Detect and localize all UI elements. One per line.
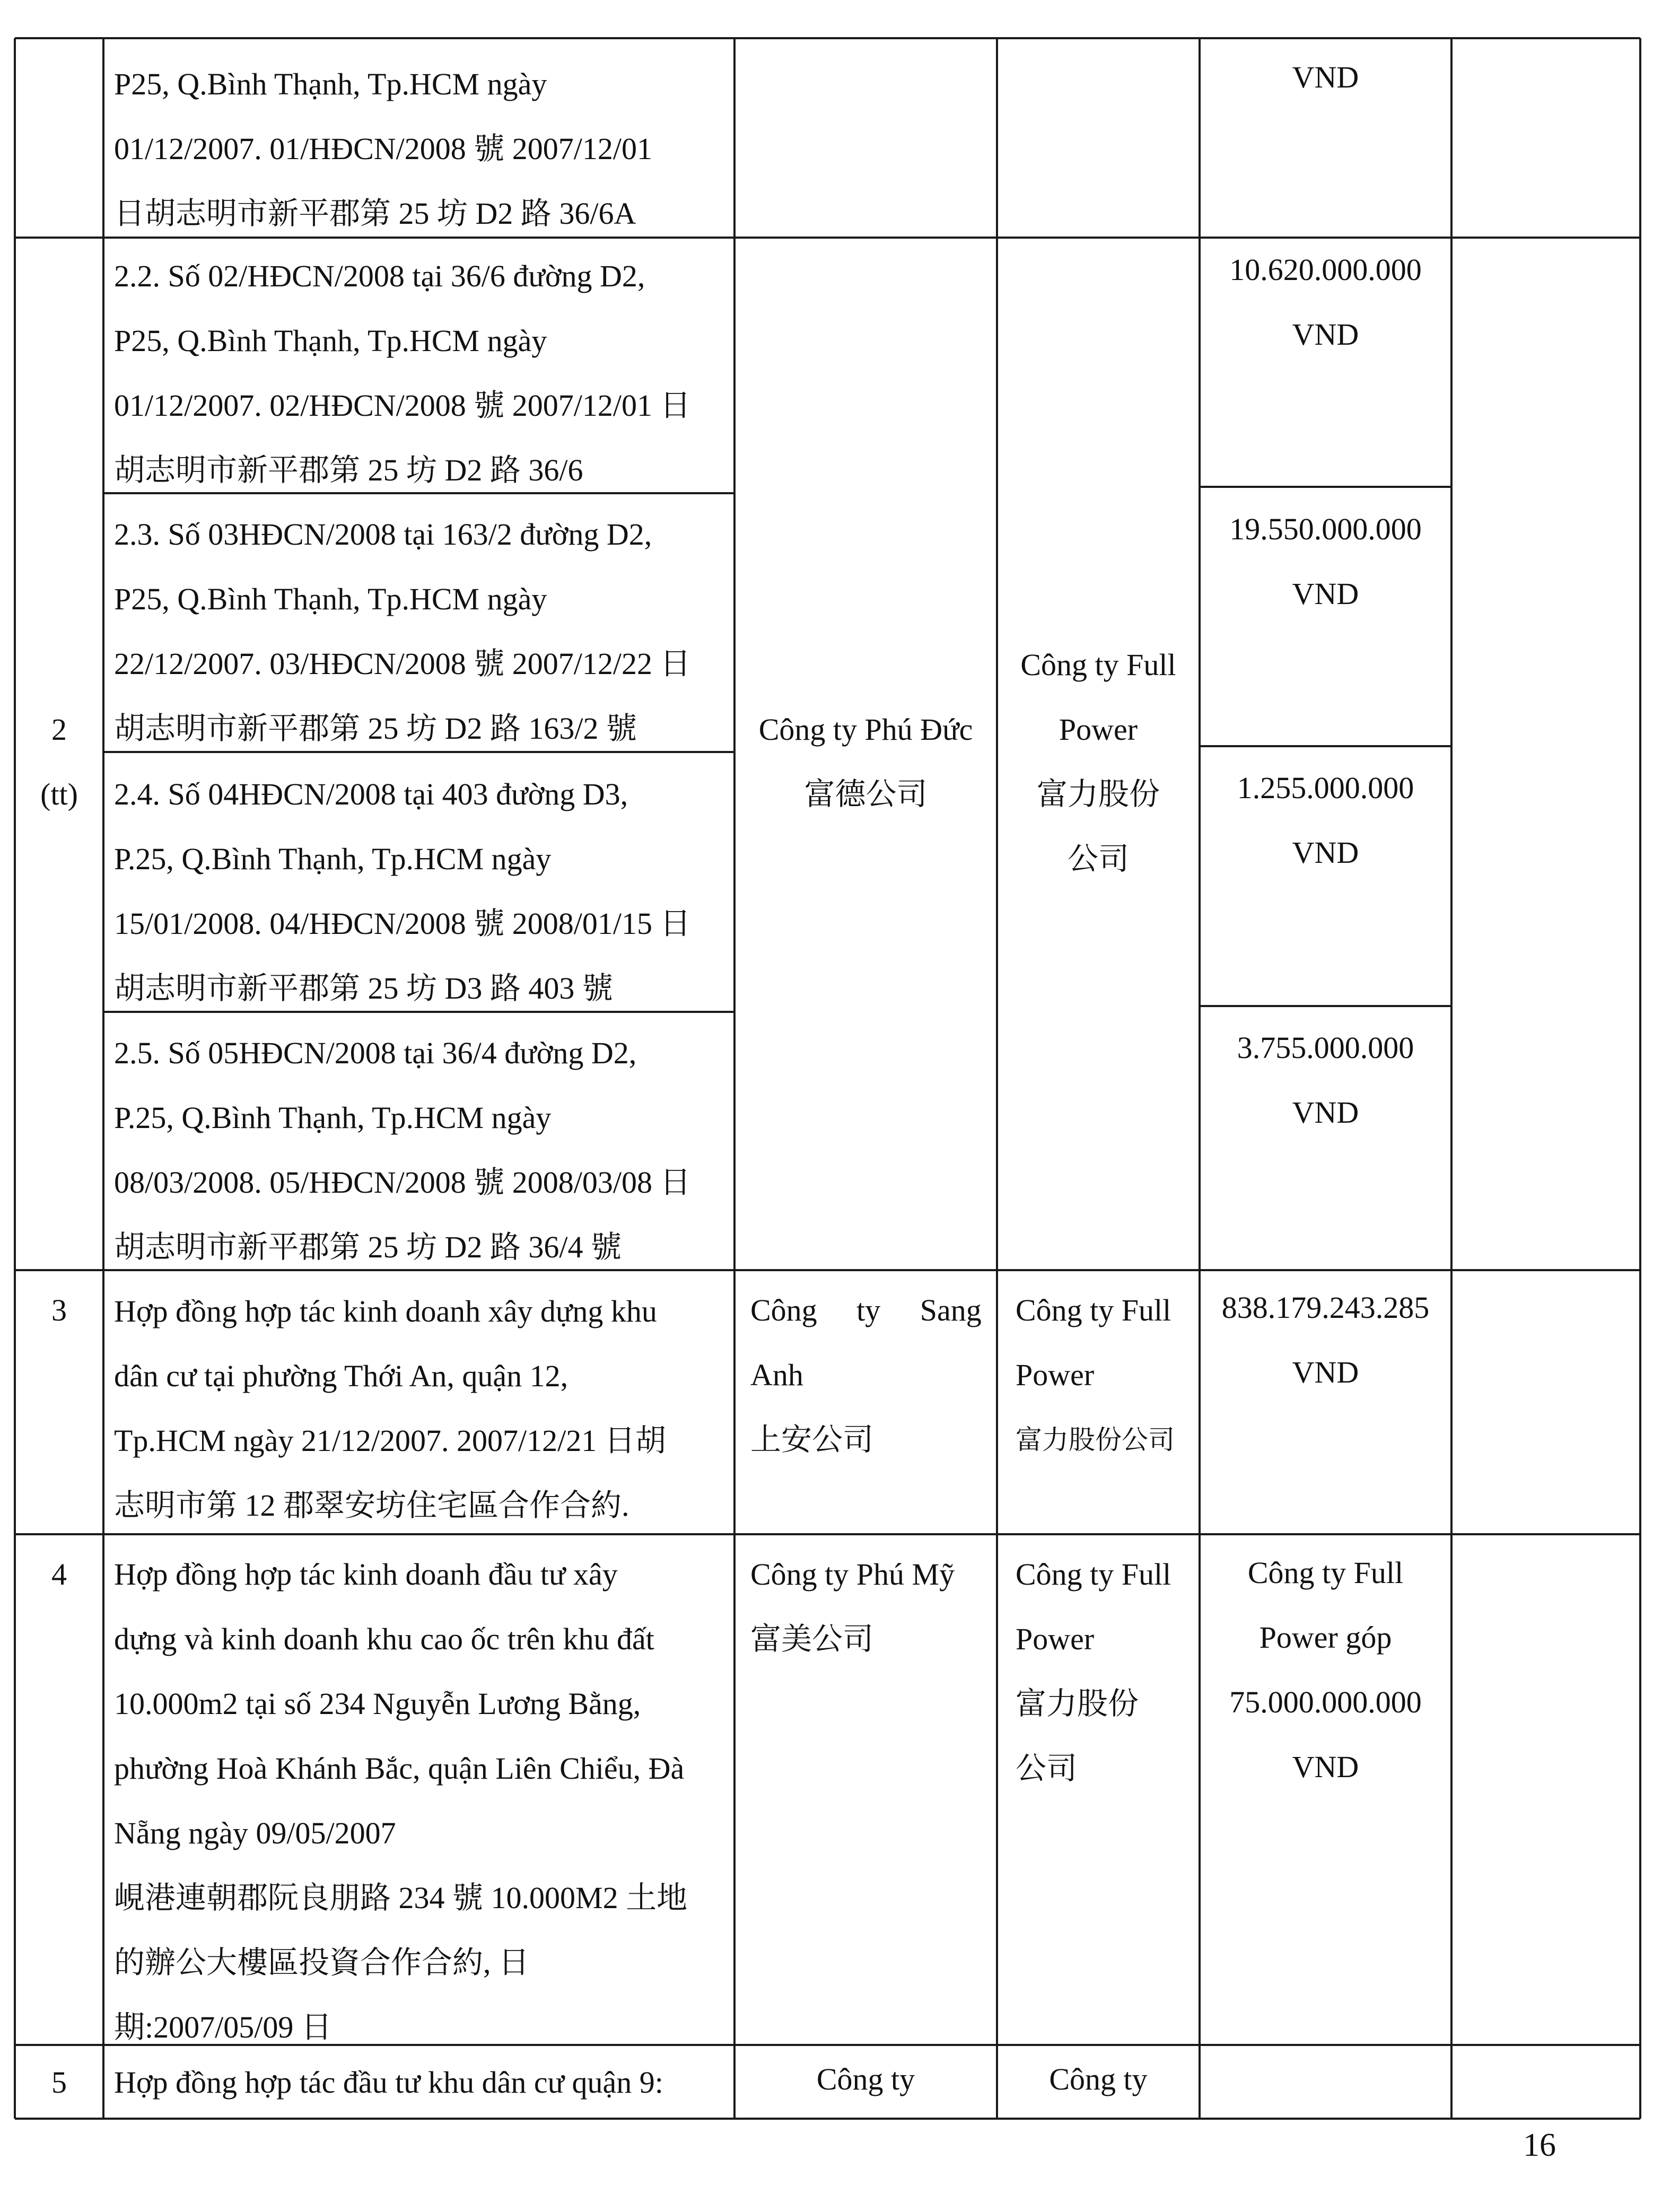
desc-line: 志明市第 12 郡翠安坊住宅區合作合約. xyxy=(114,1488,629,1523)
value-line: VND xyxy=(1292,1095,1359,1130)
party-b-cell-4 xyxy=(1016,1542,1196,1801)
desc-line: P25, Q.Bình Thạnh, Tp.HCM ngày xyxy=(114,67,547,101)
desc-line: P25, Q.Bình Thạnh, Tp.HCM ngày xyxy=(114,582,547,616)
desc-line: 01/12/2007. 01/HĐCN/2008 號 2007/12/01 xyxy=(114,132,653,166)
value-cell-4 xyxy=(1200,1541,1451,1799)
party-b-line: 公司 xyxy=(1067,842,1129,876)
party-a-cell-2 xyxy=(734,697,997,827)
desc-line: 01/12/2007. 02/HĐCN/2008 號 2007/12/01 日 xyxy=(114,388,691,423)
desc-line: 2.5. Số 05HĐCN/2008 tại 36/4 đường D2, xyxy=(114,1036,637,1070)
value-line: Công ty Full xyxy=(1247,1555,1404,1590)
desc-line: Tp.HCM ngày 21/12/2007. 2007/12/21 日胡 xyxy=(114,1423,666,1458)
party-b-line: 公司 xyxy=(1016,1751,1078,1786)
desc-line: dựng và kinh doanh khu cao ốc trên khu đất xyxy=(114,1622,654,1656)
value-line: VND xyxy=(1292,835,1359,870)
value-line: 10.620.000.000 xyxy=(1229,252,1422,287)
party-b-line: Công ty Full xyxy=(1020,648,1176,682)
value-line: VND xyxy=(1292,317,1359,352)
party-b-line: Công ty Full xyxy=(1016,1557,1171,1592)
party-a-line: 上安公司 xyxy=(750,1422,874,1457)
desc-cell-2-2 xyxy=(114,244,729,503)
value-line: 19.550.000.000 xyxy=(1229,512,1422,546)
value-line: VND xyxy=(1292,1750,1359,1784)
party-b-cell-5 xyxy=(997,2047,1200,2112)
desc-line: 胡志明市新平郡第 25 坊 D2 路 163/2 號 xyxy=(114,711,637,746)
party-a-line: Công ty Phú Đức xyxy=(758,712,973,747)
desc-line: Nẵng ngày 09/05/2007 xyxy=(114,1816,396,1850)
desc-cell-5 xyxy=(114,2050,729,2115)
party-a-line: 富美公司 xyxy=(750,1622,874,1656)
desc-line: 的辦公大樓區投資合作合約, 日 xyxy=(114,1945,530,1980)
party-b-line: Công ty xyxy=(1049,2062,1148,2096)
desc-cell-3 xyxy=(114,1279,729,1538)
party-b-line: Power xyxy=(1059,712,1138,747)
desc-line: 08/03/2008. 05/HĐCN/2008 號 2008/03/08 日 xyxy=(114,1165,691,1200)
desc-line: 15/01/2008. 04/HĐCN/2008 號 2008/01/15 日 xyxy=(114,906,691,941)
party-a-cell-3 xyxy=(750,1278,989,1472)
row-number: 5 xyxy=(51,2065,67,2100)
value-line: Power góp xyxy=(1259,1620,1392,1655)
party-a-line: Công ty Phú Mỹ xyxy=(750,1557,955,1592)
desc-line: 胡志明市新平郡第 25 坊 D3 路 403 號 xyxy=(114,971,613,1006)
row-number-cell-5 xyxy=(15,2050,103,2115)
desc-line: 胡志明市新平郡第 25 坊 D2 路 36/4 號 xyxy=(114,1230,622,1264)
value-cell-3 xyxy=(1200,1275,1451,1405)
desc-line: dân cư tại phường Thới An, quận 12, xyxy=(114,1359,568,1393)
desc-line: 日胡志明市新平郡第 25 坊 D2 路 36/6A xyxy=(114,196,636,231)
desc-cell-2-cont xyxy=(114,52,729,246)
value-cell-2-5 xyxy=(1200,1016,1451,1145)
desc-line: P.25, Q.Bình Thạnh, Tp.HCM ngày xyxy=(114,842,552,876)
desc-line: 胡志明市新平郡第 25 坊 D2 路 36/6 xyxy=(114,453,583,487)
value-cell-2-4 xyxy=(1200,756,1451,885)
desc-line: 2.3. Số 03HĐCN/2008 tại 163/2 đường D2, xyxy=(114,517,652,552)
party-b-line: Công ty Full xyxy=(1016,1293,1171,1327)
desc-line: 2.2. Số 02/HĐCN/2008 tại 36/6 đường D2, xyxy=(114,259,645,293)
row-number-suffix: (tt) xyxy=(40,777,78,811)
value-line: 1.255.000.000 xyxy=(1237,771,1414,805)
party-b-line: Power xyxy=(1016,1358,1095,1392)
desc-line: Hợp đồng hợp tác kinh doanh đầu tư xây xyxy=(114,1557,618,1592)
desc-line: 2.4. Số 04HĐCN/2008 tại 403 đường D3, xyxy=(114,777,628,811)
row-number: 4 xyxy=(51,1557,67,1592)
row-number: 3 xyxy=(51,1293,67,1327)
desc-line: phường Hoà Khánh Bắc, quận Liên Chiểu, Đà xyxy=(114,1751,685,1786)
desc-line: 期:2007/05/09 日 xyxy=(114,2010,332,2044)
desc-cell-2-3 xyxy=(114,502,729,761)
desc-cell-2-4 xyxy=(114,762,729,1021)
desc-line: Hợp đồng hợp tác đầu tư khu dân cư quận 9: xyxy=(114,2065,663,2100)
party-a-cell-4 xyxy=(750,1542,989,1672)
party-a-line: Công ty xyxy=(816,2062,915,2096)
desc-line: 峴港連朝郡阮良朋路 234 號 10.000M2 土地 xyxy=(114,1881,688,1915)
party-b-line: Power xyxy=(1016,1622,1095,1656)
party-a-line: Công ty Sang xyxy=(750,1293,982,1327)
desc-line: 10.000m2 tại số 234 Nguyễn Lương Bằng, xyxy=(114,1686,641,1721)
value-cell-2-cont xyxy=(1200,45,1451,110)
value-line: 838.179.243.285 xyxy=(1221,1290,1430,1325)
row-number-cell-3 xyxy=(15,1278,103,1343)
value-line: 3.755.000.000 xyxy=(1237,1030,1414,1065)
desc-line: 22/12/2007. 03/HĐCN/2008 號 2007/12/22 日 xyxy=(114,646,691,681)
desc-cell-4 xyxy=(114,1542,729,2060)
page-number: 16 xyxy=(1523,2127,1556,2163)
value-line: 75.000.000.000 xyxy=(1229,1685,1422,1719)
party-b-cell-2 xyxy=(997,633,1200,891)
party-a-line: 富德公司 xyxy=(804,777,928,811)
value-cell-2-2 xyxy=(1200,238,1451,367)
row-number-cell-4 xyxy=(15,1542,103,1607)
desc-cell-2-5 xyxy=(114,1021,729,1280)
party-a-line: Anh xyxy=(750,1358,803,1392)
row-number: 2 xyxy=(51,712,67,747)
party-b-line: 富力股份公司 xyxy=(1016,1425,1175,1455)
party-a-cell-5 xyxy=(734,2047,997,2112)
row-number-cell-2 xyxy=(15,697,103,827)
party-b-cell-3 xyxy=(1016,1278,1196,1472)
value-line: VND xyxy=(1292,1355,1359,1389)
desc-line: P25, Q.Bình Thạnh, Tp.HCM ngày xyxy=(114,324,547,358)
desc-line: Hợp đồng hợp tác kinh doanh xây dựng khu xyxy=(114,1294,657,1328)
value-line: VND xyxy=(1292,576,1359,611)
value-cell-2-3 xyxy=(1200,497,1451,626)
party-b-line: 富力股份 xyxy=(1036,777,1160,811)
desc-line: P.25, Q.Bình Thạnh, Tp.HCM ngày xyxy=(114,1100,552,1135)
value-line: VND xyxy=(1292,60,1359,94)
party-b-line: 富力股份 xyxy=(1016,1686,1139,1721)
